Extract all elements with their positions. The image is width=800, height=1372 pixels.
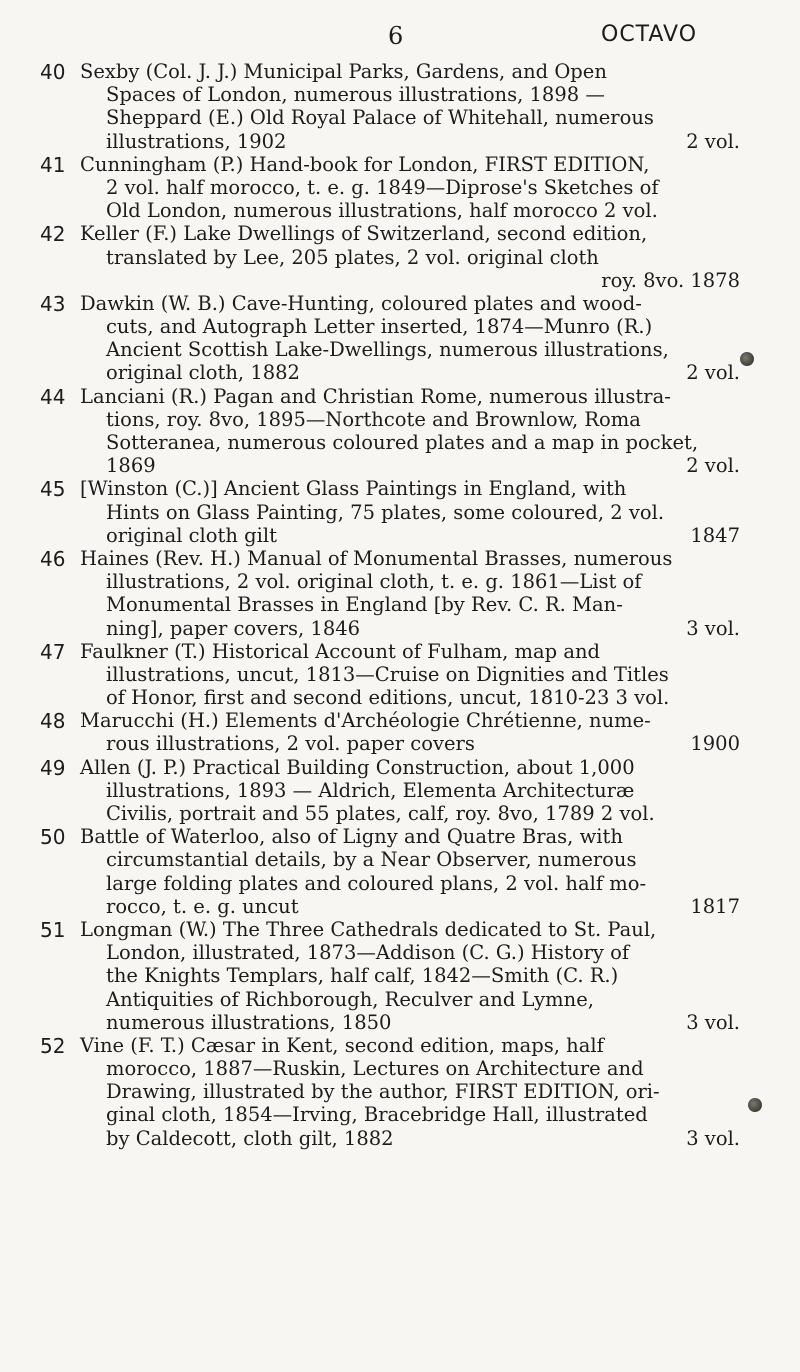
entry-line <box>106 593 740 616</box>
entry-line <box>80 153 740 176</box>
entry-line-text: illustrations, 1893 — Aldrich, Elementa Architecturæ <box>106 778 635 802</box>
entry-line-text: ning], paper covers, 1846 <box>106 616 361 640</box>
lot-number: 48 <box>40 709 66 734</box>
entry-line <box>106 964 740 987</box>
entry-line-suffix: 3 vol. <box>686 616 740 640</box>
entry-line <box>106 1080 740 1103</box>
entry-line <box>80 477 740 500</box>
entry-line-text: Allen (J. P.) Practical Building Construction, about 1,000 <box>80 755 635 779</box>
entry-line-text: illustrations, 2 vol. original cloth, t. e. g. 1861—List of <box>106 570 642 594</box>
ink-blot <box>748 1098 762 1112</box>
entry-line-text: 2 vol. half morocco, t. e. g. 1849—Diprose's Sketches of <box>106 175 659 199</box>
entry-line <box>80 709 740 732</box>
catalogue-entry <box>0 292 800 385</box>
entry-line-text: Lanciani (R.) Pagan and Christian Rome, numerous illustra- <box>80 384 671 408</box>
entry-line <box>106 338 740 361</box>
catalogue-entry <box>0 153 800 223</box>
entry-line-suffix: 2 vol. <box>686 361 740 385</box>
lot-number: 40 <box>40 60 66 84</box>
entry-line <box>106 570 740 593</box>
entry-line <box>106 1011 740 1034</box>
catalogue-entry <box>0 60 800 153</box>
entry-line <box>106 872 740 895</box>
entry-line-text: Monumental Brasses in England [by Rev. C. R. Man- <box>106 593 623 617</box>
entry-line <box>106 431 740 454</box>
entry-line-text: Civilis, portrait and 55 plates, calf, roy. 8vo, 1789 2 vol. <box>106 802 655 825</box>
entry-line-suffix: 2 vol. <box>686 129 740 153</box>
entry-line <box>106 176 740 199</box>
lot-number: 49 <box>40 755 66 780</box>
entry-line-text: Sheppard (E.) Old Royal Palace of Whitehall, numerous <box>106 106 654 130</box>
entry-line-suffix: 3 vol. <box>686 1126 740 1150</box>
entry-line <box>106 848 740 871</box>
entry-line <box>106 524 740 547</box>
entry-line-text: Sotteranea, numerous coloured plates and a map in pocket, <box>106 431 699 454</box>
entry-line-text: Longman (W.) The Three Cathedrals dedicated to St. Paul, <box>80 917 657 941</box>
entry-line <box>106 269 740 292</box>
entry-line-text: by Caldecott, cloth gilt, 1882 <box>106 1126 394 1150</box>
entry-line-text: original cloth gilt <box>106 523 277 547</box>
entry-line <box>106 1103 740 1126</box>
entry-line <box>106 246 740 269</box>
entry-line <box>106 83 740 106</box>
catalogue-entry <box>0 1034 800 1150</box>
catalogue-entry <box>0 756 800 826</box>
catalogue-entry <box>0 918 800 1034</box>
entry-line-text: large folding plates and coloured plans, 2 vol. half mo- <box>106 871 647 895</box>
lot-number: 52 <box>40 1033 66 1058</box>
entry-line <box>106 617 740 640</box>
lot-number: 45 <box>40 477 66 502</box>
entry-line <box>106 941 740 964</box>
catalogue-entry <box>0 825 800 918</box>
entry-line <box>80 640 740 663</box>
catalogue-entry <box>0 385 800 478</box>
entry-line <box>80 756 740 779</box>
entry-line <box>106 779 740 802</box>
entry-line-text: the Knights Templars, half calf, 1842—Smith (C. R.) <box>106 964 619 988</box>
page-header <box>0 22 800 52</box>
catalogue-entry <box>0 547 800 640</box>
running-head: OCTAVO <box>601 22 698 47</box>
entry-line-text: tions, roy. 8vo, 1895—Northcote and Brownlow, Roma <box>106 407 641 431</box>
entry-line-text: Vine (F. T.) Cæsar in Kent, second edition, maps, half <box>80 1033 604 1057</box>
entry-line-suffix: roy. 8vo. 1878 <box>601 268 740 292</box>
entry-line-text: Cunningham (P.) Hand-book for London, FIRST EDITION, <box>80 152 650 176</box>
entry-line-text: 1869 <box>106 454 156 478</box>
entry-line-text: Hints on Glass Painting, 75 plates, some coloured, 2 vol. <box>106 500 665 524</box>
entry-line <box>106 988 740 1011</box>
entry-line-text: rous illustrations, 2 vol. paper covers <box>106 732 475 756</box>
entry-line <box>106 1057 740 1080</box>
lot-number: 41 <box>40 152 66 177</box>
entry-line-text: Antiquities of Richborough, Reculver and Lymne, <box>106 987 594 1011</box>
entry-line <box>106 501 740 524</box>
entry-line <box>106 663 740 686</box>
entry-line-text: Drawing, illustrated by the author, FIRST EDITION, ori- <box>106 1080 660 1104</box>
entry-line-text: Battle of Waterloo, also of Ligny and Quatre Bras, with <box>80 825 623 849</box>
entry-line-suffix: 1817 <box>690 894 740 918</box>
entry-line-text: cuts, and Autograph Letter inserted, 1874—Munro (R.) <box>106 315 653 339</box>
lot-number: 44 <box>40 384 66 409</box>
entry-line-suffix: 1900 <box>690 732 740 756</box>
entry-line-text: translated by Lee, 205 plates, 2 vol. original cloth <box>106 245 599 269</box>
entry-line-text: Spaces of London, numerous illustrations, 1898 — <box>106 83 605 107</box>
catalogue-entries <box>0 60 800 1150</box>
entry-line <box>106 130 740 153</box>
entry-line-suffix: 1847 <box>690 523 740 547</box>
lot-number: 42 <box>40 222 66 247</box>
entry-line-text: illustrations, uncut, 1813—Cruise on Dignities and Titles <box>106 662 669 686</box>
ink-blot <box>740 352 754 366</box>
entry-line-suffix: 3 vol. <box>686 1010 740 1034</box>
entry-line <box>106 408 740 431</box>
catalogue-entry <box>0 222 800 292</box>
entry-line-text: Haines (Rev. H.) Manual of Monumental Brasses, numerous <box>80 546 673 570</box>
entry-line-text: Sexby (Col. J. J.) Municipal Parks, Gardens, and Open <box>80 60 607 83</box>
entry-line-suffix: 2 vol. <box>686 454 740 478</box>
entry-line <box>80 292 740 315</box>
entry-line-text: Ancient Scottish Lake-Dwellings, numerous illustrations, <box>106 338 669 362</box>
entry-line-text: rocco, t. e. g. uncut <box>106 894 299 918</box>
entry-line-text: [Winston (C.)] Ancient Glass Paintings in England, with <box>80 477 627 501</box>
entry-line <box>106 732 740 755</box>
lot-number: 50 <box>40 825 66 850</box>
entry-line <box>106 895 740 918</box>
entry-line <box>80 547 740 570</box>
entry-line-text: Marucchi (H.) Elements d'Archéologie Chrétienne, nume- <box>80 709 651 733</box>
entry-line-text: of Honor, first and second editions, uncut, 1810-23 3 vol. <box>106 686 670 710</box>
entry-line-text: London, illustrated, 1873—Addison (C. G.) History of <box>106 941 630 965</box>
entry-line-text: Old London, numerous illustrations, half morocco 2 vol. <box>106 199 658 223</box>
entry-line-text: ginal cloth, 1854—Irving, Bracebridge Hall, illustrated <box>106 1103 648 1127</box>
page-number: 6 <box>388 22 404 50</box>
entry-line-text: Dawkin (W. B.) Cave-Hunting, coloured plates and wood- <box>80 291 642 315</box>
entry-line <box>106 199 740 222</box>
entry-line <box>80 60 740 83</box>
entry-line-text: morocco, 1887—Ruskin, Lectures on Architecture and <box>106 1057 644 1081</box>
entry-line <box>80 385 740 408</box>
lot-number: 47 <box>40 639 66 664</box>
entry-line-text: illustrations, 1902 <box>106 129 287 153</box>
entry-line-text: Keller (F.) Lake Dwellings of Switzerland, second edition, <box>80 222 648 246</box>
entry-line-text: Faulkner (T.) Historical Account of Fulham, map and <box>80 639 601 663</box>
lot-number: 46 <box>40 546 66 571</box>
catalogue-entry <box>0 477 800 547</box>
entry-line <box>80 825 740 848</box>
entry-line <box>80 918 740 941</box>
entry-line-text: original cloth, 1882 <box>106 361 300 385</box>
entry-line <box>106 106 740 129</box>
lot-number: 51 <box>40 917 66 942</box>
catalogue-entry <box>0 709 800 755</box>
entry-line <box>106 686 740 709</box>
entry-line <box>80 222 740 245</box>
catalogue-entry <box>0 640 800 710</box>
entry-line <box>106 361 740 384</box>
entry-line <box>106 802 740 825</box>
entry-line-text: circumstantial details, by a Near Observer, numerous <box>106 848 637 872</box>
entry-line-text: numerous illustrations, 1850 <box>106 1010 392 1034</box>
lot-number: 43 <box>40 291 66 316</box>
entry-line <box>106 315 740 338</box>
entry-line <box>80 1034 740 1057</box>
entry-line <box>106 454 740 477</box>
entry-line <box>106 1127 740 1150</box>
